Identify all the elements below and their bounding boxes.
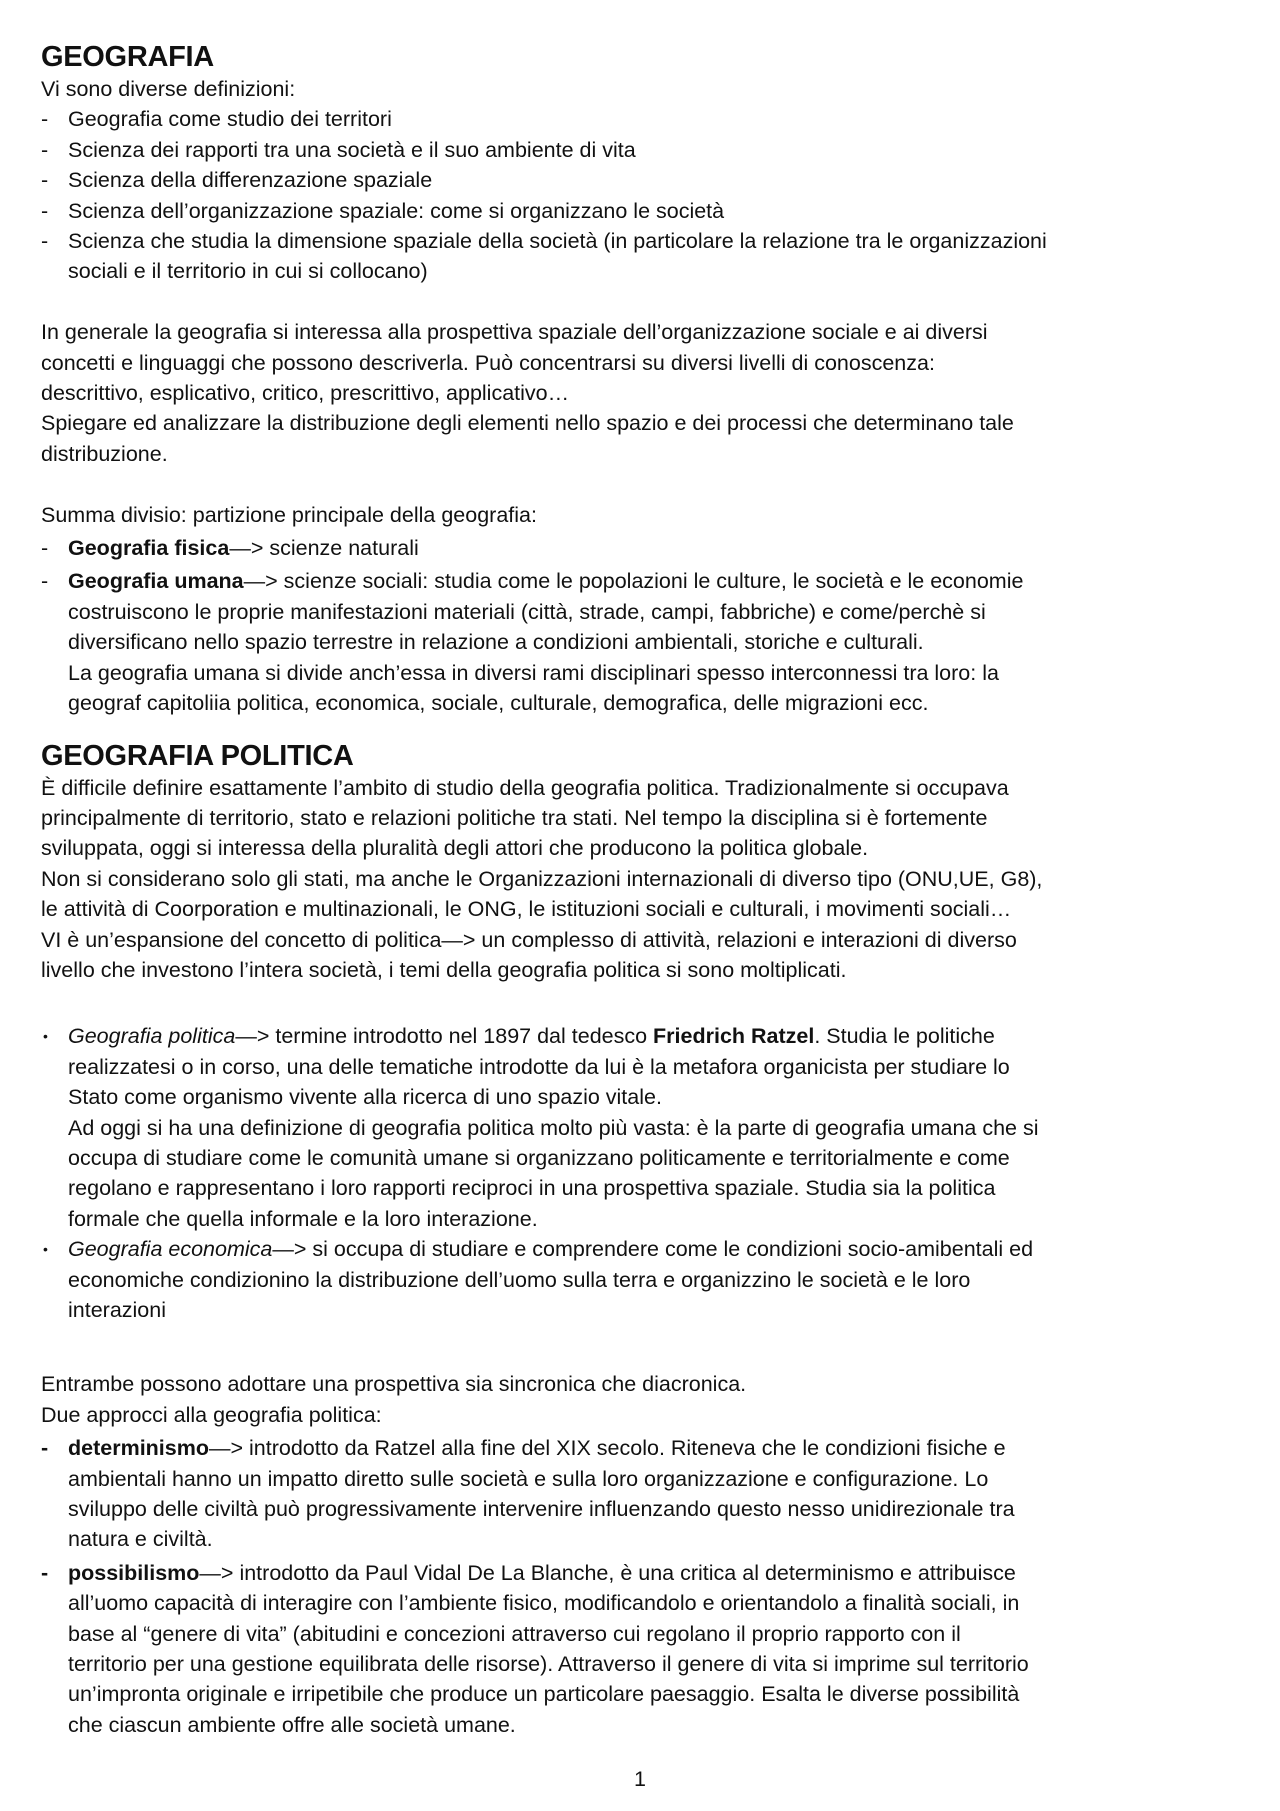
approach-item — [41, 1433, 1256, 1555]
bullet-marker: - — [41, 536, 49, 561]
blank-line — [41, 1325, 1256, 1369]
definition-line: sociali e il territorio in cui si collocano) — [68, 259, 428, 284]
type-first-line — [68, 1234, 1256, 1264]
type-item — [41, 1021, 1256, 1234]
branch-text: —> scienze naturali — [229, 536, 419, 561]
definition-item — [41, 135, 1256, 165]
approach-first-line — [68, 1433, 1256, 1463]
branch-term: Geografia umana — [68, 569, 244, 594]
definition-line: Scienza che studia la dimensione spaziale della società (in particolare la relazione tra le organizzazioni — [68, 229, 1047, 254]
approach-line: natura e civiltà. — [68, 1527, 213, 1552]
blank-line — [41, 985, 1256, 1021]
blank-line — [41, 469, 1256, 499]
branch-line: diversificano nello spazio terrestre in relazione a condizioni ambientali, storiche e culturali. — [68, 630, 924, 655]
paragraph-line: Non si considerano solo gli stati, ma anche le Organizzazioni internazionali di diverso tipo (ONU,UE, G8), — [41, 866, 1043, 891]
page-number: 1 — [634, 1767, 646, 1791]
bullet-marker: • — [43, 1241, 48, 1258]
approach-line: che ciascun ambiente offre alle società umane. — [68, 1712, 516, 1737]
paragraph-line: le attività di Coorporation e multinazionali, le ONG, le istituzioni sociali e culturali, i movimenti sociali… — [41, 897, 1012, 922]
bullet-marker: • — [43, 1028, 48, 1045]
definition-item — [41, 196, 1256, 226]
definition-item — [41, 226, 1256, 287]
branch-text: —> scienze sociali: studia come le popolazioni le culture, le società e le economie — [243, 569, 1024, 594]
paragraph-line: sviluppata, oggi si interessa della pluralità degli attori che producono la politica globale. — [41, 836, 869, 861]
branch-item — [41, 566, 1256, 718]
type-first-line — [68, 1021, 1256, 1051]
branch-line: costruiscono le proprie manifestazioni materiali (città, strade, campi, fabbriche) e come/perchè si — [68, 599, 986, 624]
type-text: —> termine introdotto nel 1897 dal tedesco — [235, 1024, 654, 1049]
type-line: realizzatesi o in corso, una delle tematiche introdotte da lui è la metafora organicista per studiare lo — [68, 1054, 1010, 1079]
paragraph-line: In generale la geografia si interessa alla prospettiva spaziale dell’organizzazione sociale e ai diversi — [41, 320, 988, 345]
blank-line — [41, 287, 1256, 317]
type-line: Ad oggi si ha una definizione di geografia politica molto più vasta: è la parte di geografia umana che si — [68, 1115, 1039, 1140]
paragraph-line: livello che investono l’intera società, i temi della geografia politica si sono moltiplicati. — [41, 957, 847, 982]
paragraph-line: Due approcci alla geografia politica: — [41, 1402, 382, 1427]
branch-line: La geografia umana si divide anch’essa in diversi rami disciplinari spesso interconnessi tra loro: la — [68, 660, 999, 685]
approach-text: —> introdotto da Ratzel alla fine del XIX secolo. Riteneva che le condizioni fisiche e — [208, 1436, 1006, 1461]
paragraph-line: distribuzione. — [41, 441, 168, 466]
approach-text: —> introdotto da Paul Vidal De La Blanche, è una critica al determinismo e attribuisce — [199, 1560, 1016, 1585]
definition-item — [41, 104, 1256, 134]
approach-first-line — [68, 1558, 1256, 1588]
approach-line: territorio per una gestione equilibrata delle risorse). Attraverso il genere di vita si imprime sul territorio — [68, 1652, 1029, 1677]
bullet-marker: - — [41, 1436, 49, 1461]
type-text: . Studia le politiche — [814, 1024, 995, 1049]
type-line: interazioni — [68, 1298, 166, 1322]
definition-line: Scienza dell’organizzazione spaziale: come si organizzano le società — [68, 198, 725, 223]
paragraph-line: Entrambe possono adottare una prospettiva sia sincronica che diacronica. — [41, 1372, 747, 1397]
section-heading: GEOGRAFIA — [41, 41, 214, 73]
approach-item — [41, 1558, 1256, 1740]
branch-term: Geografia fisica — [68, 536, 230, 561]
summa-text: Summa divisio: partizione principale della geografia: — [41, 502, 537, 527]
paragraph-line: descrittivo, esplicativo, critico, prescrittivo, applicativo… — [41, 381, 570, 406]
paragraph-line: VI è un’espansione del concetto di politica—> un complesso di attività, relazioni e interazioni di diverso — [41, 927, 1017, 952]
bullet-marker: - — [41, 137, 49, 162]
approach-line: ambientali hanno un impatto diretto sulle società e sulla loro organizzazione e configurazione. Lo — [68, 1466, 989, 1491]
section-heading: GEOGRAFIA POLITICA — [41, 739, 354, 772]
approach-line: base al “genere di vita” (abitudini e concezioni attraverso cui regolano il proprio rapporto con il — [68, 1621, 961, 1646]
approach-term: determinismo — [68, 1436, 209, 1461]
bullet-marker: - — [41, 198, 49, 223]
bullet-marker: - — [41, 168, 49, 193]
document-page — [41, 40, 1256, 1740]
bullet-marker: - — [41, 229, 49, 254]
paragraph-line: principalmente di territorio, stato e relazioni politiche tra stati. Nel tempo la disciplina si è fortemente — [41, 805, 988, 830]
type-line: Stato come organismo vivente alla ricerca di uno spazio vitale. — [68, 1085, 662, 1110]
paragraph-line: Spiegare ed analizzare la distribuzione degli elementi nello spazio e dei processi che determinano tale — [41, 411, 1014, 436]
bullet-marker: - — [41, 569, 49, 594]
approach-line: all’uomo capacità di interagire con l’ambiente fisico, modificandolo e orientandolo a finalità sociali, in — [68, 1591, 1020, 1616]
definition-line: Scienza dei rapporti tra una società e il suo ambiente di vita — [68, 137, 636, 162]
type-line: occupa di studiare come le comunità umane si organizzano politicamente e territorialmente e come — [68, 1145, 1010, 1170]
paragraph-line: È difficile definire esattamente l’ambito di studio della geografia politica. Tradizionalmente si occupava — [41, 775, 1009, 800]
approach-line: sviluppo delle civiltà può progressivamente intervenire influenzando questo nesso unidirezionale tra — [68, 1497, 1015, 1522]
type-item — [41, 1234, 1256, 1325]
bullet-marker: - — [41, 1560, 49, 1585]
definition-item — [41, 165, 1256, 195]
type-line: regolano e rappresentano i loro rapporti reciproci in una prospettiva spaziale. Studia sia la politica — [68, 1176, 996, 1201]
type-line: formale che quella informale e la loro interazione. — [68, 1206, 538, 1231]
paragraph-line: concetti e linguaggi che possono descriverla. Può concentrarsi su diversi livelli di conoscenza: — [41, 350, 935, 375]
definition-line: Geografia come studio dei territori — [68, 107, 392, 132]
type-term: Geografia economica — [68, 1237, 273, 1262]
branch-first-line — [68, 566, 1256, 596]
branch-line: geograf capitoliia politica, economica, sociale, culturale, demografica, delle migrazioni ecc. — [68, 691, 929, 716]
branch-item — [41, 533, 1256, 563]
type-line: economiche condizionino la distribuzione dell’uomo sulla terra e organizzino le società e le loro — [68, 1267, 971, 1292]
branch-first-line — [68, 533, 1256, 563]
bullet-marker: - — [41, 107, 49, 132]
intro-text: Vi sono diverse definizioni: — [41, 77, 296, 101]
type-term: Geografia politica — [68, 1024, 236, 1049]
approach-term: possibilismo — [68, 1560, 200, 1585]
type-text: —> si occupa di studiare e comprendere come le condizioni socio-amibentali ed — [272, 1237, 1034, 1262]
definition-line: Scienza della differenzazione spaziale — [68, 168, 433, 193]
person-name: Friedrich Ratzel — [653, 1024, 815, 1049]
approach-line: un’impronta originale e irripetibile che produce un particolare paesaggio. Esalta le diverse possibilità — [68, 1682, 1020, 1707]
